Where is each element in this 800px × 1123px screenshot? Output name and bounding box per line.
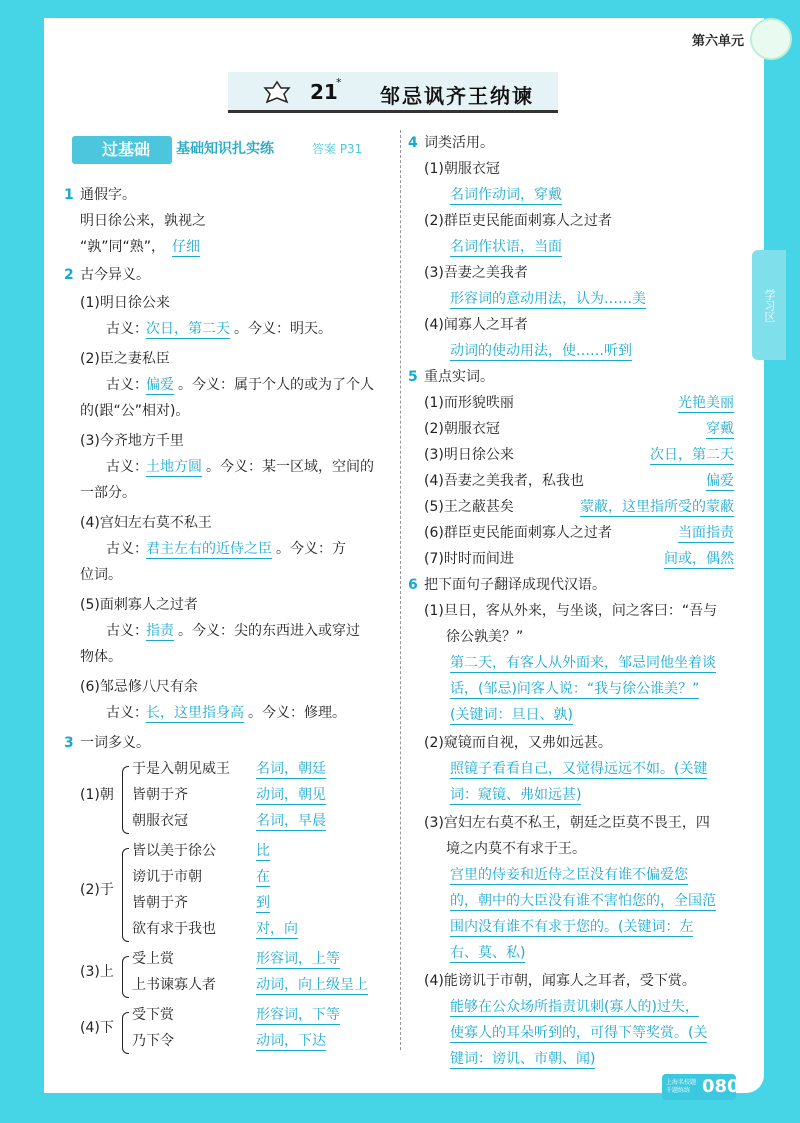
source-text: (3)宫妇左右莫不私王，朝廷之臣莫不畏王，四	[424, 815, 710, 831]
answer-text: 土地方圆	[146, 459, 202, 475]
answer-text: 次日，第二天	[146, 321, 230, 337]
question-title: 把下面句子翻译成现代汉语。	[424, 577, 606, 593]
answer-text: 键词：谤讥、市朝、闻)	[450, 1051, 596, 1067]
answer-text: 动词，向上级呈上	[256, 977, 368, 993]
source-text: (4)闻寡人之耳者	[424, 317, 528, 333]
brace	[122, 956, 129, 998]
source-text: 明日徐公来，孰视之	[80, 213, 206, 229]
source-text: (1)朝服衣冠	[424, 161, 500, 177]
answer-text: 偏爱	[146, 377, 174, 393]
question-title: 通假字。	[80, 187, 136, 203]
prompt-text: 。今义：明天。	[234, 321, 332, 337]
answer-text: 形容词的意动用法，认为……美	[450, 291, 646, 307]
source-text: (4)吾妻之美我者，私我也	[424, 473, 584, 489]
answer-text: 的，朝中的大臣没有谁不害怕您的，全国范	[450, 893, 716, 909]
prompt-text: 一部分。	[80, 485, 136, 501]
answer-text: 对，向	[256, 921, 298, 937]
source-text: 朝服衣冠	[132, 813, 188, 829]
brace	[122, 848, 129, 942]
answer-text: 在	[256, 869, 270, 885]
question-number: 2	[64, 267, 74, 283]
prompt-text: 古义：	[106, 459, 148, 475]
answer-text: 穿戴	[706, 421, 734, 437]
answer-text: 形容词，上等	[256, 951, 340, 967]
source-text: 于是入朝见威王	[132, 761, 230, 777]
answer-text: 词：窥镜、弗如远甚)	[450, 787, 582, 803]
answer-text: 形容词，下等	[256, 1007, 340, 1023]
source-text: 皆朝于齐	[132, 895, 188, 911]
question-title: 古今异义。	[80, 267, 150, 283]
answer-text: 仔细	[172, 239, 200, 255]
source-text: (4)宫妇左右莫不私王	[80, 515, 212, 531]
source-text: (3)明日徐公来	[424, 447, 514, 463]
answer-text: 第二天，有客人从外面来，邹忌同他坐着谈	[450, 655, 716, 671]
answer-text: 长，这里指身高	[146, 705, 244, 721]
source-text: 欲有求于我也	[132, 921, 216, 937]
lesson-mark: *	[336, 76, 342, 89]
answer-text: 照镜子看看自己，又觉得远远不如。(关键	[450, 761, 708, 777]
source-text: 皆朝于齐	[132, 787, 188, 803]
prompt-text: 古义：	[106, 321, 148, 337]
answer-text: 使寡人的耳朵听到的，可得下等奖赏。(关	[450, 1025, 708, 1041]
source-text: (5)面刺寡人之过者	[80, 597, 198, 613]
answer-text: 围内没有谁不有求于您的。(关键词：左	[450, 919, 694, 935]
footer-brand-line1: 上海名校题	[666, 1079, 697, 1086]
answer-text: 名词，早晨	[256, 813, 326, 829]
answer-text: 能够在公众场所指责讥刺(寡人的)过失，	[450, 999, 699, 1015]
unit-badge-icon	[750, 18, 792, 60]
answer-text: 间或，偶然	[664, 551, 734, 567]
brace	[122, 1012, 129, 1054]
question-number: 3	[64, 735, 74, 751]
side-tab[interactable]: 学习区	[752, 250, 786, 360]
word-label: (3)上	[80, 964, 114, 980]
answer-text: 话，(邹忌)问客人说：“我与徐公谁美？”	[450, 681, 700, 697]
question-title: 一词多义。	[80, 735, 150, 751]
answer-text: 指责	[146, 623, 174, 639]
answer-text: 偏爱	[706, 473, 734, 489]
answer-text: 比	[256, 843, 270, 859]
source-text: (2)朝服衣冠	[424, 421, 500, 437]
prompt-text: 古义：	[106, 541, 148, 557]
answer-text: (关键词：旦日、孰)	[450, 707, 573, 723]
answer-text: 动词，下达	[256, 1033, 326, 1049]
answer-text: 名词作状语，当面	[450, 239, 562, 255]
lesson-title: 邹忌讽齐王纳谏	[380, 84, 534, 108]
prompt-text: 。今义：修理。	[248, 705, 346, 721]
question-number: 5	[408, 369, 418, 385]
lesson-flower-icon	[262, 80, 292, 106]
answer-text: 名词，朝廷	[256, 761, 326, 777]
word-label: (2)于	[80, 882, 114, 898]
source-text: 谤讥于市朝	[132, 869, 202, 885]
prompt-text: 的(跟“公”相对)。	[80, 403, 190, 419]
prompt-text: 。今义：属于个人的或为了个人	[178, 377, 374, 393]
answer-text: 名词作动词，穿戴	[450, 187, 562, 203]
source-text: (6)群臣吏民能面刺寡人之过者	[424, 525, 612, 541]
brace	[122, 766, 129, 834]
prompt-text: 物体。	[80, 649, 122, 665]
question-number: 4	[408, 135, 418, 151]
question-number: 6	[408, 577, 418, 593]
footer-brand-line2: 千题练练	[666, 1087, 691, 1094]
answer-text: 宫里的侍妾和近侍之臣没有谁不偏爱您	[450, 867, 688, 883]
page-number: 080	[702, 1076, 740, 1097]
source-text: 皆以美于徐公	[132, 843, 216, 859]
unit-label: 第六单元	[691, 34, 744, 49]
source-text: 受上赏	[132, 951, 174, 967]
prompt-text: 位词。	[80, 567, 122, 583]
prompt-text: 古义：	[106, 377, 148, 393]
question-title: 词类活用。	[424, 135, 494, 151]
source-text: 乃下令	[132, 1033, 174, 1049]
source-text: 徐公孰美？”	[446, 629, 524, 645]
prompt-text: 古义：	[106, 623, 148, 639]
answer-ref[interactable]: 答案 P31	[312, 142, 363, 156]
source-text: (7)时时而间进	[424, 551, 514, 567]
answer-text: 动词，朝见	[256, 787, 326, 803]
page-footer	[662, 1074, 740, 1100]
word-label: (1)朝	[80, 787, 114, 803]
answer-text: 右、莫、私)	[450, 945, 526, 961]
prompt-text: 。今义：尖的东西进入或穿过	[178, 623, 360, 639]
source-text: (4)能谤讥于市朝，闻寡人之耳者，受下赏。	[424, 973, 696, 989]
prompt-text: “孰”同“熟”，	[80, 239, 166, 255]
lesson-number: 21	[310, 80, 338, 104]
source-text: 境之内莫不有求于王。	[446, 841, 586, 857]
answer-text: 动词的使动用法，使……听到	[450, 343, 632, 359]
source-text: (3)今齐地方千里	[80, 433, 184, 449]
source-text: (1)旦日，客从外来，与坐谈，问之客曰：“吾与	[424, 603, 718, 619]
source-text: (5)王之蔽甚矣	[424, 499, 514, 515]
source-text: (3)吾妻之美我者	[424, 265, 528, 281]
column-divider	[400, 130, 401, 1050]
footer-brand	[666, 1079, 696, 1095]
source-text: (1)明日徐公来	[80, 295, 170, 311]
source-text: (2)窥镜而自视，又弗如远甚。	[424, 735, 612, 751]
answer-text: 光艳美丽	[678, 395, 734, 411]
question-title: 重点实词。	[424, 369, 494, 385]
source-text: 受下赏	[132, 1007, 174, 1023]
source-text: (2)臣之妻私臣	[80, 351, 170, 367]
answer-text: 蒙蔽，这里指所受的蒙蔽	[580, 499, 734, 515]
answer-text: 次日，第二天	[650, 447, 734, 463]
question-number: 1	[64, 187, 74, 203]
answer-text: 到	[256, 895, 270, 911]
source-text: (1)而形貌昳丽	[424, 395, 514, 411]
prompt-text: 。今义：方	[276, 541, 346, 557]
prompt-text: 古义：	[106, 705, 148, 721]
section-badge: 过基础	[72, 136, 172, 164]
section-subtitle: 基础知识扎实练	[176, 141, 274, 157]
source-text: (6)邹忌修八尺有余	[80, 679, 198, 695]
word-label: (4)下	[80, 1020, 114, 1036]
source-text: 上书谏寡人者	[132, 977, 216, 993]
answer-text: 当面指责	[678, 525, 734, 541]
answer-text: 君主左右的近侍之臣	[146, 541, 272, 557]
prompt-text: 。今义：某一区域，空间的	[206, 459, 374, 475]
source-text: (2)群臣吏民能面刺寡人之过者	[424, 213, 612, 229]
